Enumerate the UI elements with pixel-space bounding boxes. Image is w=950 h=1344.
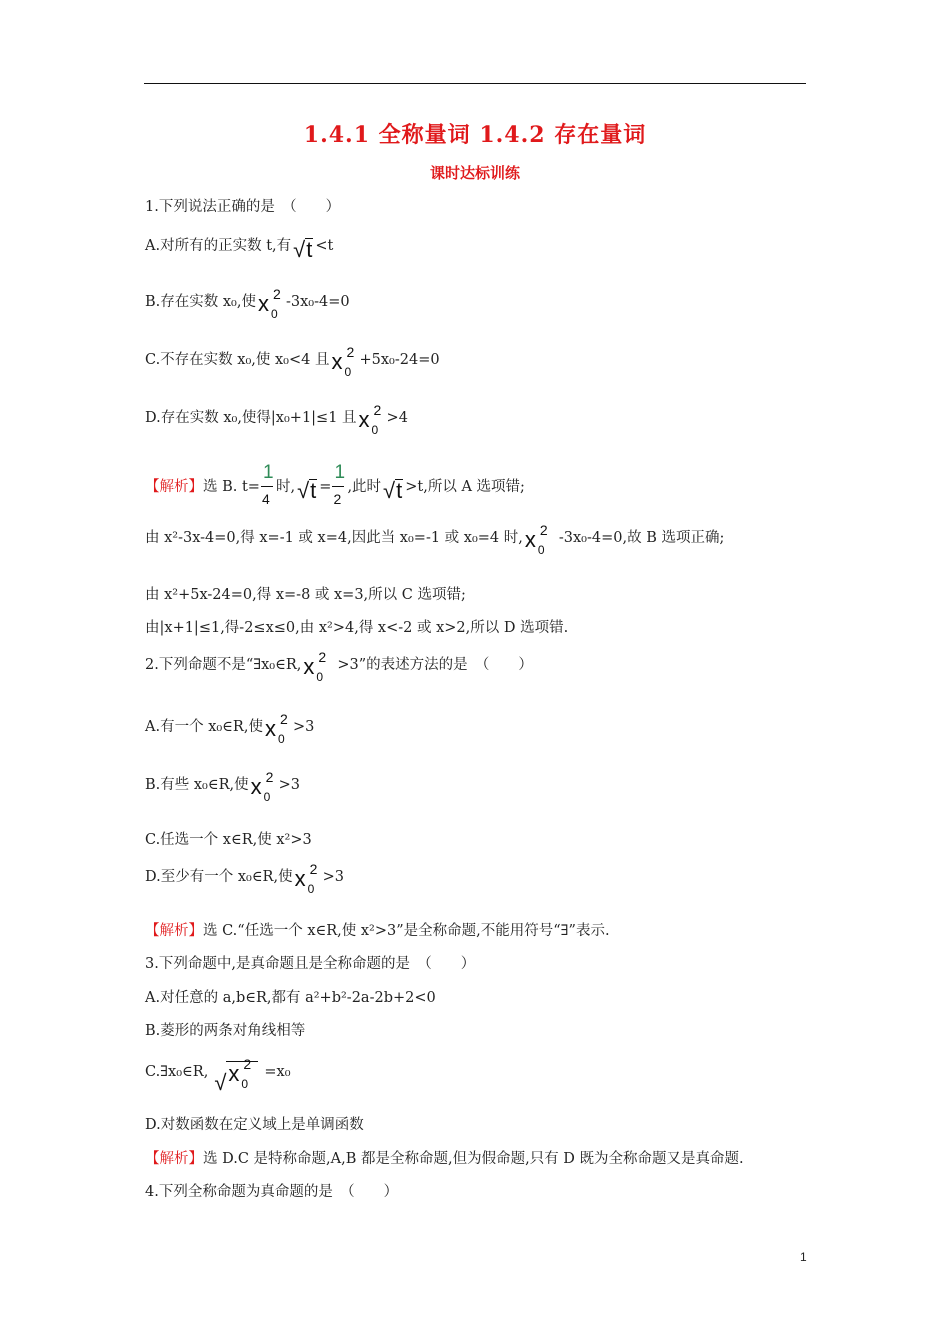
x0-squared-formula: x 2 0 bbox=[303, 649, 327, 684]
sqrt-t-formula: √t bbox=[293, 237, 313, 262]
x0-squared-formula: x 2 0 bbox=[264, 711, 288, 746]
q1-solution-line-2: 由 x²-3x-4=0,得 x=-1 或 x=4,因此当 x₀=-1 或 x₀=4 时, x 2 0 -3x₀-4=0,故 B 选项正确; bbox=[145, 522, 725, 557]
x0-squared-formula: x 2 0 bbox=[331, 344, 355, 379]
header-rule bbox=[144, 83, 806, 84]
sqrt-t-formula: √t bbox=[297, 478, 317, 503]
fraction-one-quarter: $\frac{1}{4}$ bbox=[261, 462, 274, 507]
q4-stem: 4.下列全称命题为真命题的是 （ ） bbox=[145, 1184, 399, 1200]
page-title: 1.4.1 全称量词 1.4.2 存在量词 bbox=[303, 122, 647, 148]
q1-solution-line-3: 由 x²+5x-24=0,得 x=-8 或 x=3,所以 C 选项错; bbox=[145, 587, 466, 603]
solution-label: 【解析】 bbox=[145, 1151, 203, 1167]
x0-squared-formula: x 2 0 bbox=[524, 522, 548, 557]
q2-option-d: D.至少有一个 x₀∈R,使 x 2 0 >3 bbox=[145, 861, 344, 896]
q2-solution: 【解析】选 C.“任选一个 x∈R,使 x²>3”是全称命题,不能用符号“∃”表示. bbox=[145, 923, 610, 939]
q3-stem: 3.下列命题中,是真命题且是全称命题的是 （ ） bbox=[145, 956, 476, 972]
x0-squared-formula: x 2 0 bbox=[250, 769, 274, 804]
q2-option-a: A.有一个 x₀∈R,使 x 2 0 >3 bbox=[145, 711, 315, 746]
page-number: 1 bbox=[800, 1250, 807, 1264]
q3-option-c: C.∃x₀∈R, √ x 2 0 =x₀ bbox=[145, 1056, 291, 1095]
fraction-one-half: $\frac{1}{2}$ bbox=[333, 462, 346, 507]
solution-label: 【解析】 bbox=[145, 479, 203, 495]
x0-squared-formula: x 2 0 bbox=[294, 861, 318, 896]
page-subtitle: 课时达标训练 bbox=[429, 164, 520, 182]
q1-solution-line-4: 由|x+1|≤1,得-2≤x≤0,由 x²>4,得 x<-2 或 x>2,所以 D 选项错. bbox=[145, 620, 569, 636]
q1-option-c: C.不存在实数 x₀,使 x₀<4 且 x 2 0 +5x₀-24=0 bbox=[145, 344, 440, 379]
q3-solution: 【解析】选 D.C 是特称命题,A,B 都是全称命题,但为假命题,只有 D 既为全称命题又是真命题. bbox=[145, 1151, 744, 1167]
q3-option-b: B.菱形的两条对角线相等 bbox=[145, 1023, 306, 1039]
sqrt-x0-squared-formula: √ x 2 0 bbox=[214, 1061, 258, 1093]
x0-squared-formula: x 2 0 bbox=[358, 402, 382, 437]
sqrt-t-formula: √t bbox=[383, 478, 403, 503]
q3-option-d: D.对数函数在定义域上是单调函数 bbox=[145, 1117, 364, 1133]
q1-solution-line-1: 【解析】选 B. t= $\frac{1}{4}$ 时,√t = $\frac{1}{2}$ ,此时√t >t,所以 A 选项错; bbox=[145, 471, 525, 511]
q3-option-a: A.对任意的 a,b∈R,都有 a²+b²-2a-2b+2<0 bbox=[145, 990, 436, 1006]
q1-stem: 1.下列说法正确的是 （ ） bbox=[145, 199, 341, 215]
q1-option-a: A.对所有的正实数 t,有√t <t bbox=[145, 237, 334, 262]
q2-stem: 2.下列命题不是“∃x₀∈R, x 2 0 >3”的表述方法的是 （ ） bbox=[145, 649, 533, 684]
x0-squared-formula: x 2 0 bbox=[257, 286, 281, 321]
q2-option-b: B.有些 x₀∈R,使 x 2 0 >3 bbox=[145, 769, 300, 804]
q1-option-b: B.存在实数 x₀,使 x 2 0 -3x₀-4=0 bbox=[145, 286, 350, 321]
solution-label: 【解析】 bbox=[145, 923, 203, 939]
q1-option-d: D.存在实数 x₀,使得|x₀+1|≤1 且 x 2 0 >4 bbox=[145, 402, 408, 437]
q2-option-c: C.任选一个 x∈R,使 x²>3 bbox=[145, 832, 312, 848]
